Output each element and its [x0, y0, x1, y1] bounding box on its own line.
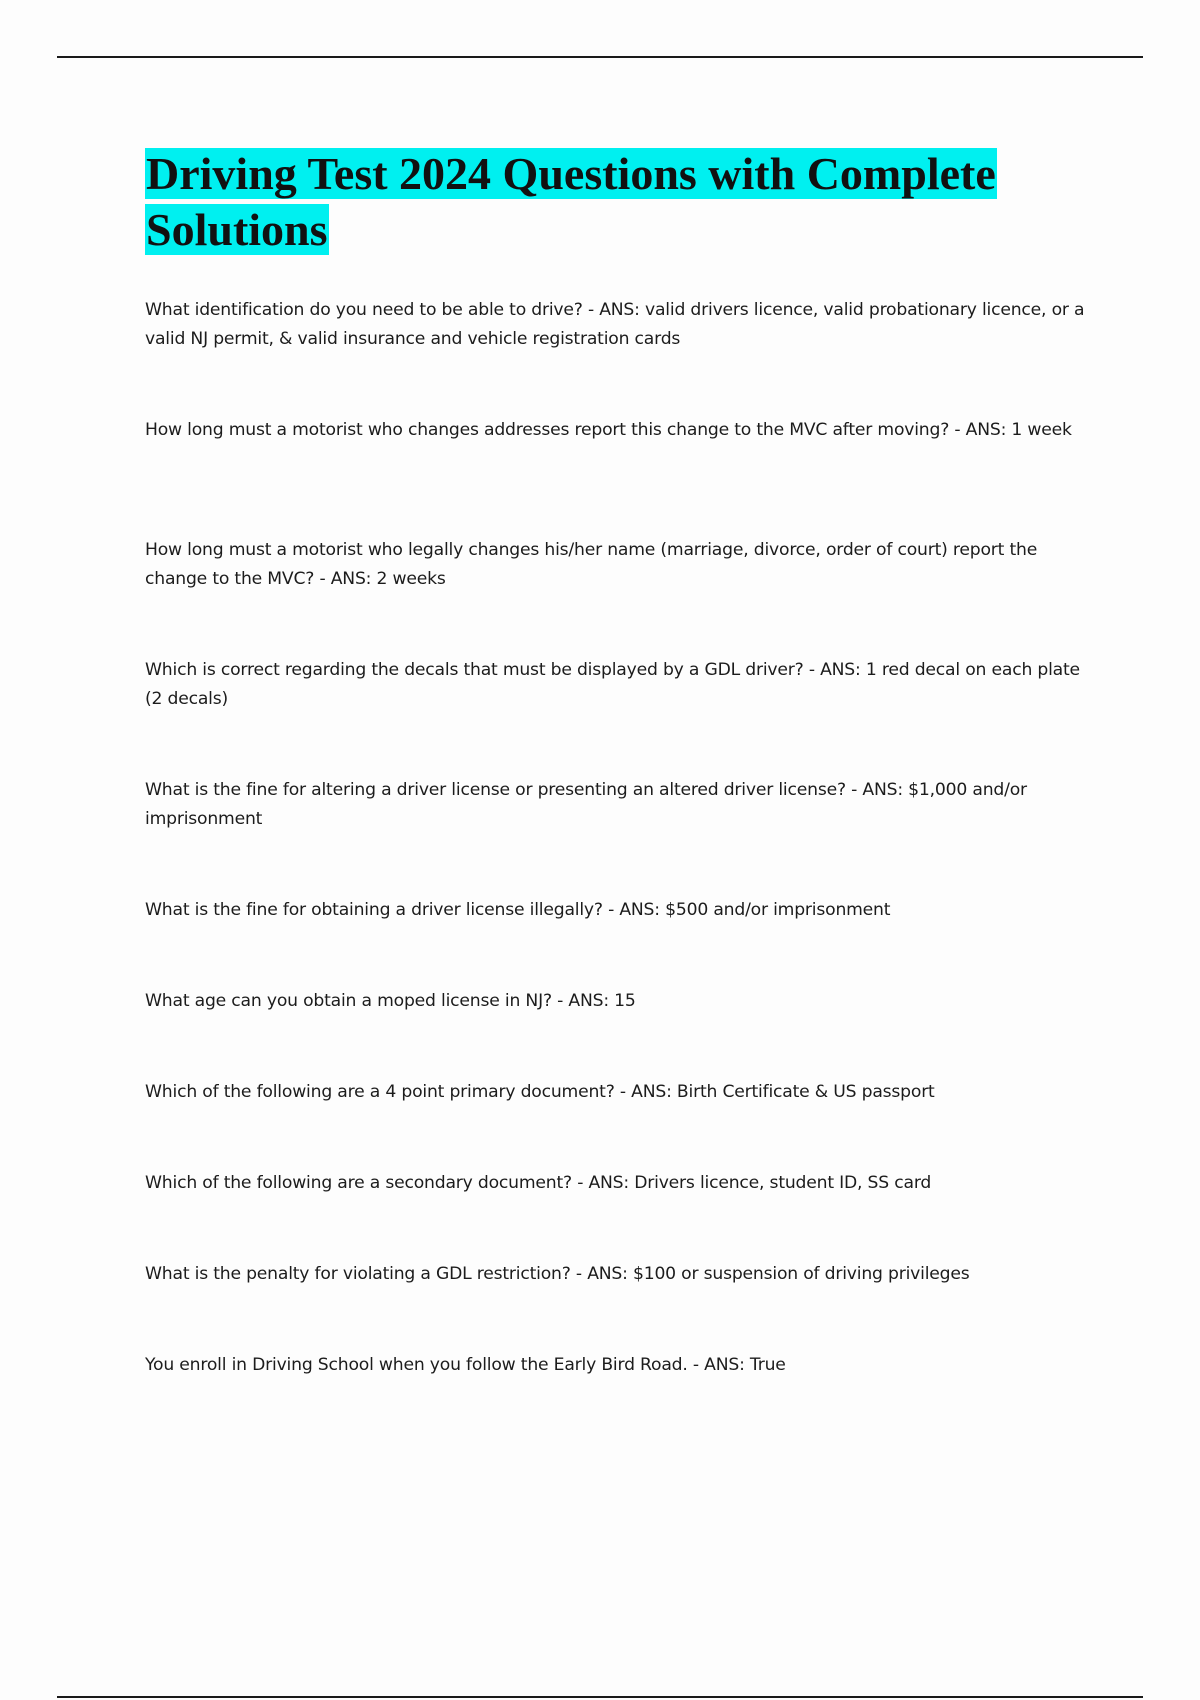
- qa-item-11: You enroll in Driving School when you follow the Early Bird Road. - ANS: True: [145, 1355, 786, 1375]
- qa-item-9: Which of the following are a secondary document? - ANS: Drivers licence, student ID, SS card: [145, 1173, 932, 1193]
- qa-item-7: What age can you obtain a moped license in NJ? - ANS: 15: [145, 991, 636, 1011]
- document-content: [145, 146, 1095, 1375]
- qa-item-5: What is the fine for altering a driver license or presenting an altered driver license? - ANS: $1,000 and/or imprisonment: [145, 780, 1027, 829]
- qa-item-4: Which is correct regarding the decals that must be displayed by a GDL driver? - ANS: 1 red decal on each plate (2 decals): [145, 660, 1080, 709]
- qa-item-8: Which of the following are a 4 point primary document? - ANS: Birth Certificate & US passport: [145, 1082, 935, 1102]
- document-title-highlight: Driving Test 2024 Questions with Complete Solutions: [146, 148, 996, 255]
- qa-item-2: How long must a motorist who changes addresses report this change to the MVC after moving? - ANS: 1 week: [145, 420, 1072, 440]
- qa-item-10: What is the penalty for violating a GDL restriction? - ANS: $100 or suspension of driving privileges: [145, 1264, 970, 1284]
- qa-item-3: How long must a motorist who legally changes his/her name (marriage, divorce, order of court) report the change to the MVC? - ANS: 2 weeks: [145, 540, 1038, 589]
- qa-item-6: What is the fine for obtaining a driver license illegally? - ANS: $500 and/or imprisonment: [145, 900, 891, 920]
- document-title: [145, 146, 1095, 258]
- qa-item-1: What identification do you need to be able to drive? - ANS: valid drivers licence, valid probationary licence, or a valid NJ permit, & valid insurance and vehicle registration cards: [145, 300, 1085, 349]
- bottom-rule: [57, 1696, 1143, 1698]
- top-rule: [57, 56, 1143, 58]
